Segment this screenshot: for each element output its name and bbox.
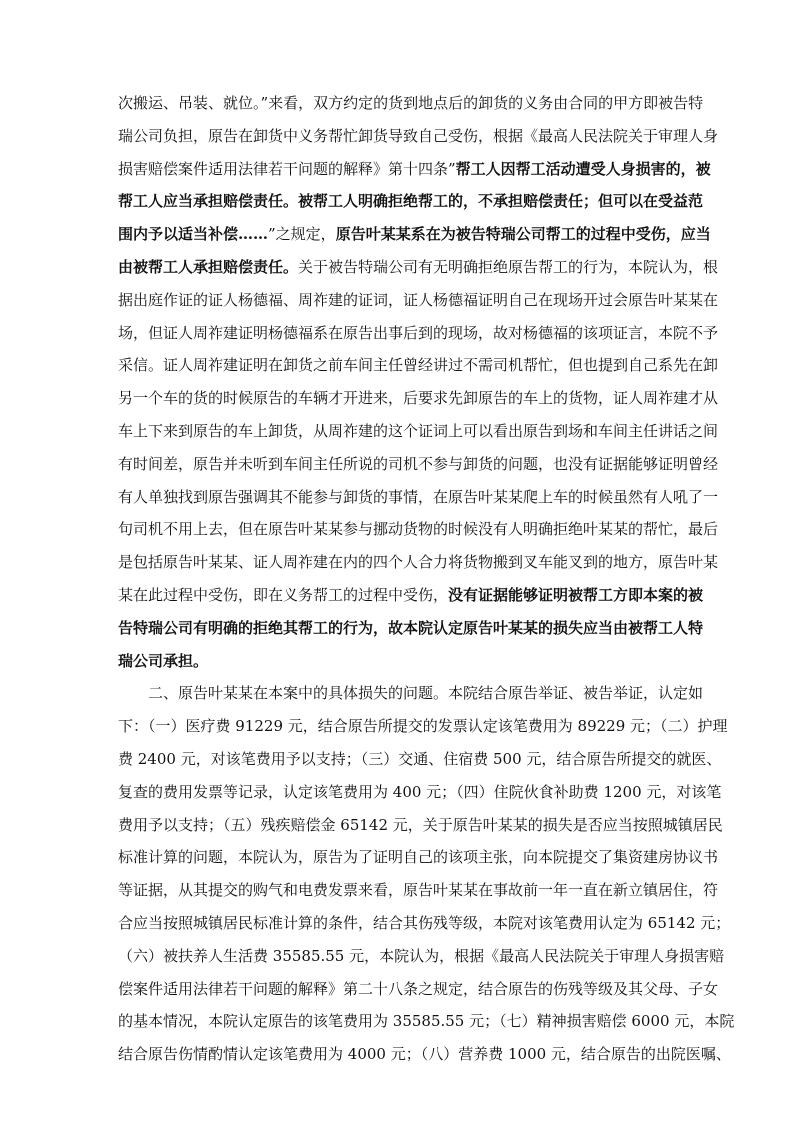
text-line (118, 743, 722, 776)
text-segment: 二、原告叶某某在本案中的具体损失的问题。本院结合原告举证、被告举证，认定如 (148, 684, 704, 703)
text-segment: 据出庭作证的证人杨德福、周祚建的证词，证人杨德福证明自己在现场开过会原告叶某某在 (118, 290, 719, 309)
bold-text-segment: 没有证据能够证明被帮工方即本案的被 (448, 585, 704, 604)
text-segment: 合应当按照城镇居民标准计算的条件，结合其伤残等级，本院对该笔费用认定为 65142 元； (118, 913, 731, 932)
text-line (118, 218, 711, 251)
text-line (118, 1038, 731, 1071)
text-line (118, 481, 719, 514)
bold-text-segment: 由被帮工人承担赔偿责任。 (118, 257, 299, 276)
text-line (118, 120, 719, 153)
bold-text-segment: 帮工人因帮工活动遭受人身损害的，被 (455, 159, 711, 178)
text-line (118, 874, 719, 907)
text-line (118, 677, 704, 710)
text-segment: 次搬运、吊装、就位。”来看，双方约定的货到地点后的卸货的义务由合同的甲方即被告特 (118, 94, 704, 112)
text-line (118, 645, 682, 678)
text-line (118, 973, 719, 1006)
bold-text-segment: 原告叶某某系在为被告特瑞公司帮工的过程中受伤，应当 (335, 225, 711, 244)
text-segment: 结合原告伤情酌情认定该笔费用为 4000 元；（八）营养费 1000 元，结合原告的出院医嘱、 (118, 1045, 731, 1064)
text-segment: 瑞公司负担，原告在卸货中义务帮忙卸货导致自己受伤，根据《最高人民法院关于审理人身 (118, 126, 719, 145)
text-line (118, 251, 719, 284)
text-segment: 采信。证人周祚建证明在卸货之前车间主任曾经讲过不需司机帮忙，但也提到自己系先在卸 (118, 356, 719, 375)
bold-text-segment: 围内予以适当补偿…… (118, 225, 269, 244)
text-line (118, 776, 722, 809)
text-segment: 另一个车的货的时候原告的车辆才开进来，后要求先卸原告的车上的货物，证人周祚建才从 (118, 389, 719, 408)
text-line (118, 349, 719, 382)
text-line (118, 1005, 735, 1038)
text-segment: 等证据，从其提交的购气和电费发票来看，原告叶某某在事故前一年一直在新立镇居住，符 (118, 881, 719, 900)
text-line (118, 284, 719, 317)
text-segment: 费 2400 元，对该笔费用予以支持；（三）交通、住宿费 500 元，结合原告所提交的就医、 (118, 749, 722, 768)
text-segment: 句司机不用上去，但在原告叶某某参与挪动货物的时候没有人明确拒绝叶某某的帮忙，最后 (118, 520, 719, 539)
text-segment: 复查的费用发票等记录，认定该笔费用为 400 元；（四）住院伙食补助费 1200 元，对该笔 (118, 782, 722, 801)
text-line (118, 382, 719, 415)
document-page (118, 87, 735, 1071)
text-segment: 场，但证人周祚建证明杨德福系在原告出事后到的现场，故对杨德福的该项证言，本院不予 (118, 323, 719, 342)
text-segment: 偿案件适用法律若干问题的解释》第二十八条之规定，结合原告的伤残等级及其父母、子女 (118, 979, 719, 998)
text-segment: 有人单独找到原告强调其不能参与卸货的事情，在原告叶某某爬上车的时候虽然有人吼了一 (118, 487, 719, 506)
text-line (118, 940, 725, 973)
text-line (118, 809, 723, 842)
text-line (118, 415, 719, 448)
text-line (118, 448, 719, 481)
text-segment: ”之规定， (268, 225, 336, 244)
text-line (118, 841, 719, 874)
text-segment: 车上下来到原告的车上卸货，从周祚建的这个证词上可以看出原告到场和车间主任讲话之间 (118, 421, 719, 440)
text-segment: 损害赔偿案件适用法律若干问题的解释》第十四条” (118, 159, 456, 178)
text-segment: 是包括原告叶某某、证人周祚建在内的四个人合力将货物搬到叉车能叉到的地方，原告叶某 (118, 553, 719, 572)
text-segment: 下：（一）医疗费 91229 元，结合原告所提交的发票认定该笔费用为 89229 元；（二）护理 (118, 717, 728, 736)
text-line (118, 317, 719, 350)
text-segment: 有时间差，原告并未听到车间主任所说的司机不参与卸货的问题，也没有证据能够证明曾经 (118, 454, 719, 473)
text-segment: 标准计算的问题，本院认为，原告为了证明自己的该项主张，向本院提交了集资建房协议书 (118, 848, 719, 867)
text-segment: 的基本情况，本院认定原告的该笔费用为 35585.55 元；（七）精神损害赔偿 6000 元，本院 (118, 1012, 735, 1031)
text-line (118, 185, 704, 218)
bold-text-segment: 告特瑞公司有明确的拒绝其帮工的行为，故本院认定原告叶某某的损失应当由被帮工人特 (118, 618, 704, 637)
text-line (118, 153, 711, 186)
text-line (118, 87, 704, 120)
text-segment: 关于被告特瑞公司有无明确拒绝原告帮工的行为，本院认为，根 (298, 257, 719, 276)
text-line (118, 546, 719, 579)
text-line (118, 513, 719, 546)
bold-text-segment: 帮工人应当承担赔偿责任。被帮工人明确拒绝帮工的，不承担赔偿责任；但可以在受益范 (118, 192, 704, 211)
text-line (118, 579, 704, 612)
text-line (118, 710, 728, 743)
bold-text-segment: 瑞公司承担。 (118, 651, 209, 670)
text-segment: （六）被扶养人生活费 35585.55 元，本院认为，根据《最高人民法院关于审理人身损害赔 (118, 946, 725, 965)
text-segment: 费用予以支持；（五）残疾赔偿金 65142 元，关于原告叶某某的损失是否应当按照城镇居民 (118, 815, 723, 834)
text-segment: 某在此过程中受伤，即在义务帮工的过程中受伤， (118, 585, 449, 604)
text-line (118, 612, 704, 645)
text-line (118, 907, 731, 940)
